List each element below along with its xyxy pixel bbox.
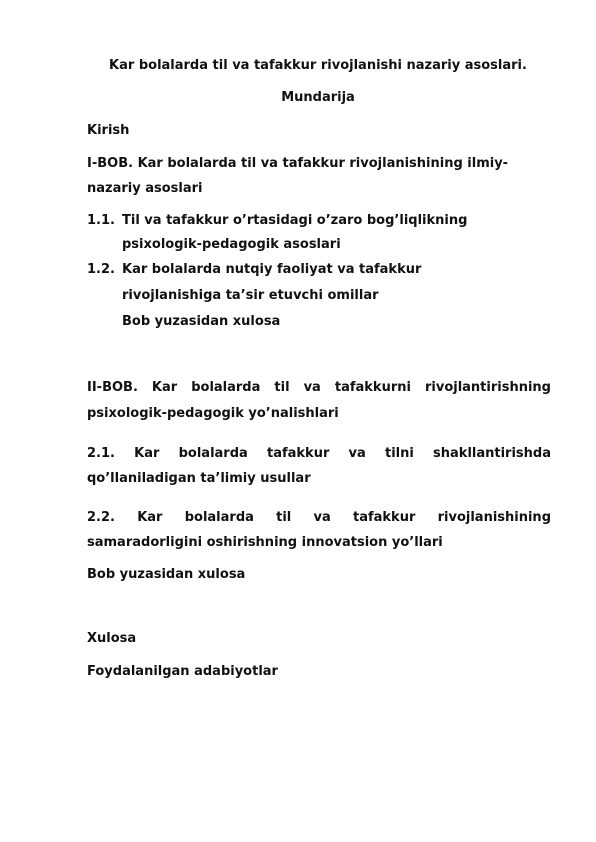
- chapter2-heading-line2: psixologik-pedagogik yo’nalishlari: [87, 406, 339, 421]
- toc-item-1-1-line1: Til va tafakkur o’rtasidagi o’zaro bog’liqlikning: [122, 213, 468, 228]
- toc-references: Foydalanilgan adabiyotlar: [87, 664, 278, 679]
- document-title: Kar bolalarda til va tafakkur rivojlanishi nazariy asoslari.: [109, 58, 527, 73]
- toc-item-number: 1.1.: [87, 213, 115, 228]
- toc-item-2-2-line1: 2.2. Kar bolalarda til va tafakkur rivojlanishining: [87, 510, 551, 525]
- toc-conclusion: Xulosa: [87, 631, 137, 646]
- toc-item-1-1-line2: psixologik-pedagogik asoslari: [122, 237, 341, 252]
- toc-item-1-2-line1: Kar bolalarda nutqiy faoliyat va tafakkur: [122, 262, 422, 277]
- contents-heading: Mundarija: [281, 90, 355, 105]
- toc-item-2-1-line2: qo’llaniladigan ta’limiy usullar: [87, 471, 311, 486]
- chapter1-heading-line2: nazariy asoslari: [87, 181, 203, 196]
- toc-item-2-1-line1: 2.1. Kar bolalarda tafakkur va tilni shakllantirishda: [87, 446, 551, 461]
- chapter1-conclusion: Bob yuzasidan xulosa: [122, 314, 281, 329]
- toc-item-2-2-line2: samaradorligini oshirishning innovatsion yo’llari: [87, 535, 443, 550]
- chapter1-heading-line1: I-BOB. Kar bolalarda til va tafakkur rivojlanishining ilmiy-: [87, 156, 509, 171]
- toc-item-1-2-line2: rivojlanishiga ta’sir etuvchi omillar: [122, 288, 379, 303]
- chapter2-conclusion: Bob yuzasidan xulosa: [87, 567, 246, 582]
- toc-intro: Kirish: [87, 123, 130, 138]
- toc-item-number: 1.2.: [87, 262, 115, 277]
- chapter2-heading-line1: II-BOB. Kar bolalarda til va tafakkurni rivojlantirishning: [87, 380, 551, 395]
